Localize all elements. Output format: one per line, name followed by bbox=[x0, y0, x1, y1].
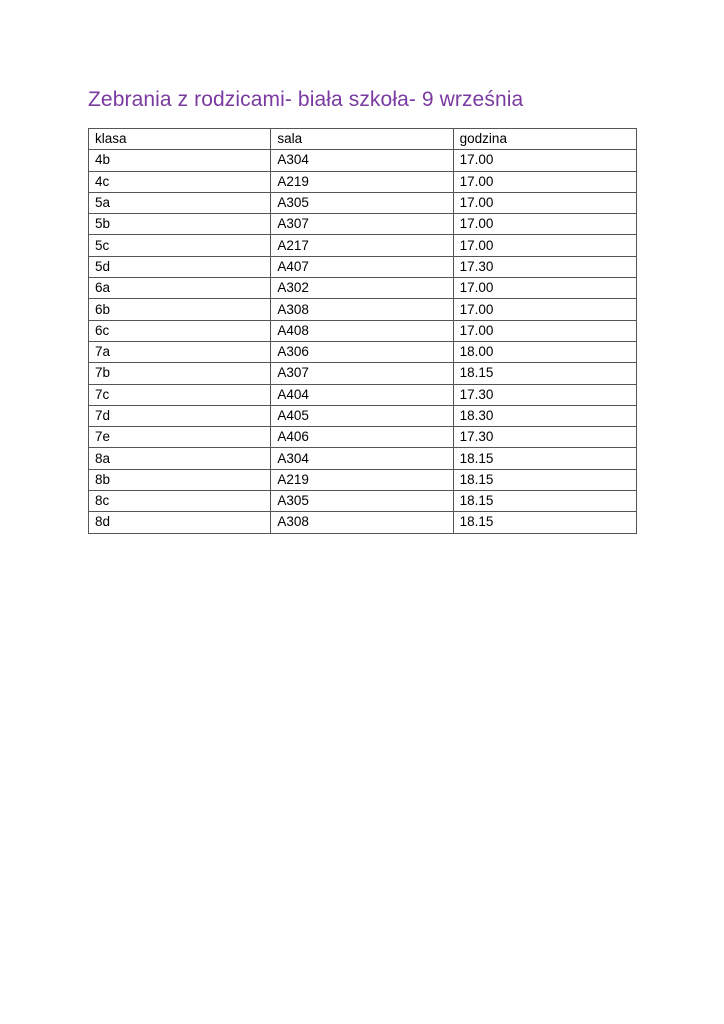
cell-klasa: 5a bbox=[89, 192, 271, 213]
table-row bbox=[89, 299, 637, 320]
header-sala: sala bbox=[271, 129, 453, 150]
cell-godzina: 17.00 bbox=[453, 299, 636, 320]
cell-godzina: 18.15 bbox=[453, 469, 636, 490]
cell-klasa: 7d bbox=[89, 405, 271, 426]
cell-godzina: 17.00 bbox=[453, 150, 636, 171]
cell-klasa: 8c bbox=[89, 491, 271, 512]
cell-sala: A307 bbox=[271, 363, 453, 384]
table-row bbox=[89, 214, 637, 235]
header-godzina: godzina bbox=[453, 129, 636, 150]
cell-sala: A407 bbox=[271, 256, 453, 277]
cell-sala: A219 bbox=[271, 171, 453, 192]
cell-sala: A404 bbox=[271, 384, 453, 405]
schedule-table bbox=[88, 128, 637, 534]
cell-sala: A408 bbox=[271, 320, 453, 341]
table-row bbox=[89, 491, 637, 512]
cell-godzina: 18.15 bbox=[453, 448, 636, 469]
cell-sala: A304 bbox=[271, 150, 453, 171]
table-row bbox=[89, 405, 637, 426]
cell-sala: A217 bbox=[271, 235, 453, 256]
cell-godzina: 17.00 bbox=[453, 278, 636, 299]
cell-sala: A304 bbox=[271, 448, 453, 469]
table-row bbox=[89, 469, 637, 490]
table-row bbox=[89, 235, 637, 256]
cell-sala: A406 bbox=[271, 427, 453, 448]
cell-klasa: 7c bbox=[89, 384, 271, 405]
cell-sala: A405 bbox=[271, 405, 453, 426]
table-row bbox=[89, 384, 637, 405]
cell-sala: A306 bbox=[271, 341, 453, 362]
table-row bbox=[89, 448, 637, 469]
cell-klasa: 5b bbox=[89, 214, 271, 235]
cell-godzina: 18.15 bbox=[453, 512, 636, 533]
cell-godzina: 17.30 bbox=[453, 427, 636, 448]
table-row bbox=[89, 512, 637, 533]
table-row bbox=[89, 171, 637, 192]
cell-klasa: 7e bbox=[89, 427, 271, 448]
cell-sala: A308 bbox=[271, 299, 453, 320]
cell-klasa: 6b bbox=[89, 299, 271, 320]
cell-godzina: 18.15 bbox=[453, 491, 636, 512]
table-row bbox=[89, 192, 637, 213]
cell-sala: A302 bbox=[271, 278, 453, 299]
cell-godzina: 18.15 bbox=[453, 363, 636, 384]
cell-godzina: 18.30 bbox=[453, 405, 636, 426]
cell-godzina: 17.00 bbox=[453, 214, 636, 235]
cell-klasa: 4c bbox=[89, 171, 271, 192]
cell-sala: A219 bbox=[271, 469, 453, 490]
cell-klasa: 5c bbox=[89, 235, 271, 256]
cell-klasa: 6c bbox=[89, 320, 271, 341]
table-header-row bbox=[89, 129, 637, 150]
cell-sala: A305 bbox=[271, 192, 453, 213]
cell-godzina: 17.00 bbox=[453, 320, 636, 341]
table-row bbox=[89, 363, 637, 384]
table-row bbox=[89, 320, 637, 341]
cell-godzina: 17.00 bbox=[453, 171, 636, 192]
header-klasa: klasa bbox=[89, 129, 271, 150]
cell-sala: A307 bbox=[271, 214, 453, 235]
cell-sala: A305 bbox=[271, 491, 453, 512]
cell-klasa: 8d bbox=[89, 512, 271, 533]
cell-godzina: 17.00 bbox=[453, 192, 636, 213]
cell-klasa: 8a bbox=[89, 448, 271, 469]
cell-klasa: 7b bbox=[89, 363, 271, 384]
cell-klasa: 5d bbox=[89, 256, 271, 277]
table-row bbox=[89, 427, 637, 448]
cell-klasa: 8b bbox=[89, 469, 271, 490]
page-title: Zebrania z rodzicami- biała szkoła- 9 września bbox=[88, 88, 524, 111]
cell-godzina: 17.30 bbox=[453, 256, 636, 277]
table-row bbox=[89, 256, 637, 277]
table-row bbox=[89, 278, 637, 299]
cell-sala: A308 bbox=[271, 512, 453, 533]
table-row bbox=[89, 150, 637, 171]
table-row bbox=[89, 341, 637, 362]
cell-klasa: 6a bbox=[89, 278, 271, 299]
cell-klasa: 4b bbox=[89, 150, 271, 171]
cell-klasa: 7a bbox=[89, 341, 271, 362]
cell-godzina: 17.30 bbox=[453, 384, 636, 405]
cell-godzina: 17.00 bbox=[453, 235, 636, 256]
cell-godzina: 18.00 bbox=[453, 341, 636, 362]
